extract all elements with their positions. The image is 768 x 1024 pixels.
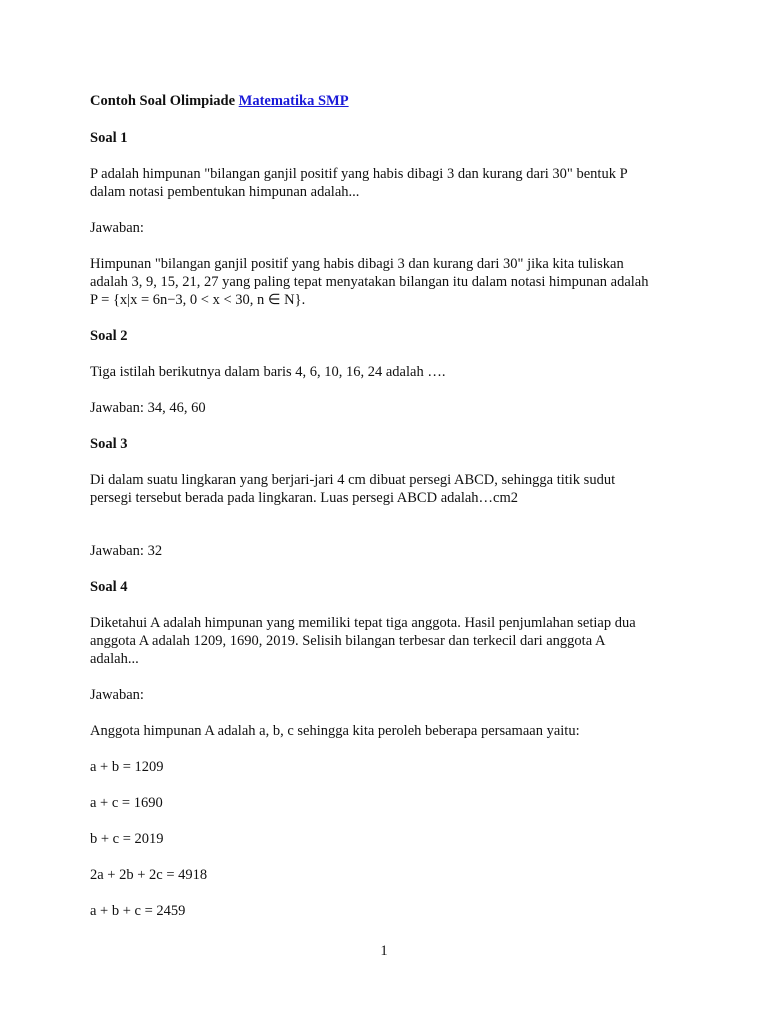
soal-1-answer-line-1: Himpunan "bilangan ganjil positif yang habis dibagi 3 dan kurang dari 30" jika kita tuliskan: [90, 256, 624, 272]
equation-4: 2a + 2b + 2c = 4918: [90, 867, 208, 883]
soal-2-heading: Soal 2: [90, 328, 128, 344]
equation-5: a + b + c = 2459: [90, 903, 186, 919]
soal-2-question: Tiga istilah berikutnya dalam baris 4, 6, 10, 16, 24 adalah ….: [90, 364, 446, 380]
soal-1-answer-line-2: adalah 3, 9, 15, 21, 27 yang paling tepat menyatakan bilangan itu dalam notasi himpunan adalah: [90, 274, 649, 290]
document-title: [90, 92, 349, 110]
soal-1-question-line-2: dalam notasi pembentukan himpunan adalah...: [90, 184, 360, 200]
soal-4-question-line-1: Diketahui A adalah himpunan yang memiliki tepat tiga anggota. Hasil penjumlahan setiap dua: [90, 615, 636, 631]
equation-1: a + b = 1209: [90, 759, 164, 775]
soal-2-answer: Jawaban: 34, 46, 60: [90, 400, 206, 416]
soal-4-question-line-2: anggota A adalah 1209, 1690, 2019. Selisih bilangan terbesar dan terkecil dari anggota A: [90, 633, 606, 649]
soal-3-heading: Soal 3: [90, 436, 128, 452]
soal-4-answer-label: Jawaban:: [90, 687, 144, 703]
soal-3-question-line-1: Di dalam suatu lingkaran yang berjari-jari 4 cm dibuat persegi ABCD, sehingga titik sudut: [90, 472, 616, 488]
equation-2: a + c = 1690: [90, 795, 163, 811]
soal-3-answer: Jawaban: 32: [90, 543, 163, 559]
soal-4-question-line-3: adalah...: [90, 651, 139, 667]
page-number: 1: [380, 943, 388, 959]
title-link[interactable]: Matematika SMP: [238, 93, 349, 109]
soal-1-answer-line-3: P = {x|x = 6n−3, 0 < x < 30, n ∈ N}.: [90, 292, 306, 308]
soal-1-question-line-1: P adalah himpunan "bilangan ganjil positif yang habis dibagi 3 dan kurang dari 30" bentuk P: [90, 166, 628, 182]
soal-4-answer-intro: Anggota himpunan A adalah a, b, c sehingga kita peroleh beberapa persamaan yaitu:: [90, 723, 580, 739]
equation-3: b + c = 2019: [90, 831, 164, 847]
soal-4-heading: Soal 4: [90, 579, 128, 595]
title-text: Contoh Soal Olimpiade: [90, 93, 236, 109]
soal-1-answer-label: Jawaban:: [90, 220, 144, 236]
soal-3-question-line-2: persegi tersebut berada pada lingkaran. Luas persegi ABCD adalah…cm2: [90, 490, 519, 506]
soal-1-heading: Soal 1: [90, 130, 128, 146]
